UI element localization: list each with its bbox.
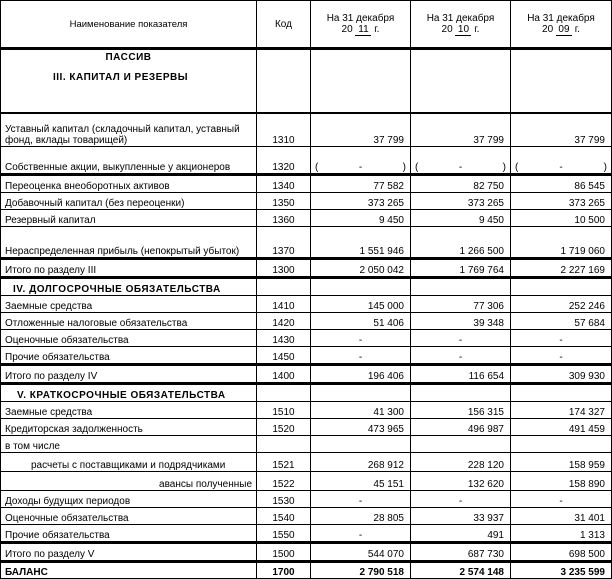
row-value: 77 582 <box>311 175 411 193</box>
row-name: в том числе <box>1 436 257 453</box>
period-century: 20 <box>542 23 554 35</box>
row-value <box>511 147 612 175</box>
row-code: 1400 <box>257 365 311 384</box>
row-value: 39 348 <box>411 313 511 330</box>
table-row <box>1 419 612 436</box>
total-v2: 2 574 148 <box>411 562 511 579</box>
header-period-2 <box>411 1 511 49</box>
row-value: 1 719 060 <box>511 227 612 259</box>
row-code: 1410 <box>257 296 311 313</box>
table-row <box>1 296 612 313</box>
row-code: 1540 <box>257 508 311 525</box>
row-value: 174 327 <box>511 402 612 419</box>
section-header-row <box>1 49 612 113</box>
row-code: 1430 <box>257 330 311 347</box>
section-header-row <box>1 384 612 402</box>
row-name: расчеты с поставщиками и подрядчиками <box>1 453 257 472</box>
row-value: 373 265 <box>411 193 511 210</box>
row-value: 687 730 <box>411 543 511 562</box>
row-value: 228 120 <box>411 453 511 472</box>
period-suffix: г. <box>574 23 580 35</box>
row-name: Заемные средства <box>1 296 257 313</box>
table-row <box>1 508 612 525</box>
row-value <box>311 436 411 453</box>
row-value: 86 545 <box>511 175 612 193</box>
row-value: 37 799 <box>511 114 612 147</box>
period-label: На 31 декабря <box>326 12 395 24</box>
table-row <box>1 543 612 562</box>
table-row <box>1 114 612 147</box>
row-value: 45 151 <box>311 472 411 491</box>
row-code <box>257 436 311 453</box>
row-value: - <box>511 330 612 347</box>
paren-close: ) <box>603 162 607 173</box>
row-value: 132 620 <box>411 472 511 491</box>
paren-close: ) <box>502 162 506 173</box>
paren-close: ) <box>402 162 406 173</box>
table-row <box>1 436 612 453</box>
row-value: - <box>411 330 511 347</box>
row-code: 1550 <box>257 525 311 543</box>
period-label: На 31 декабря <box>527 12 595 24</box>
section-passiv-title: ПАССИВ <box>105 52 152 63</box>
paren-inner: - <box>458 162 463 173</box>
table-row <box>1 347 612 365</box>
paren-value <box>315 162 406 173</box>
row-value: 491 459 <box>511 419 612 436</box>
row-value: - <box>411 347 511 365</box>
row-value: 1 313 <box>511 525 612 543</box>
row-value: 309 930 <box>511 365 612 384</box>
row-value: 496 987 <box>411 419 511 436</box>
row-value: 491 <box>411 525 511 543</box>
table-row <box>1 525 612 543</box>
row-name: Уставный капитал (складочный капитал, уставный фонд, вклады товарищей) <box>1 114 257 147</box>
paren-value <box>515 162 607 173</box>
row-name: Прочие обязательства <box>1 525 257 543</box>
row-value: - <box>311 330 411 347</box>
row-value <box>311 147 411 175</box>
row-name: Итого по разделу V <box>1 543 257 562</box>
period-year: 09 <box>556 24 572 36</box>
row-value: 1 266 500 <box>411 227 511 259</box>
row-value: 77 306 <box>411 296 511 313</box>
table-row <box>1 259 612 278</box>
row-value: 196 406 <box>311 365 411 384</box>
row-code: 1370 <box>257 227 311 259</box>
row-code: 1320 <box>257 147 311 175</box>
row-name: Собственные акции, выкупленные у акционеров <box>1 147 257 175</box>
row-value: 41 300 <box>311 402 411 419</box>
row-value: 698 500 <box>511 543 612 562</box>
row-value: - <box>311 491 411 508</box>
row-value: 373 265 <box>511 193 612 210</box>
row-value: 1 769 764 <box>411 259 511 278</box>
row-name: Итого по разделу III <box>1 259 257 278</box>
row-value <box>411 436 511 453</box>
row-value: 82 750 <box>411 175 511 193</box>
section-iii-body <box>1 114 612 278</box>
row-code: 1522 <box>257 472 311 491</box>
paren-value <box>415 162 506 173</box>
row-value: 33 937 <box>411 508 511 525</box>
row-name: Доходы будущих периодов <box>1 491 257 508</box>
header-name: Наименование показателя <box>1 1 257 49</box>
row-code: 1360 <box>257 210 311 227</box>
row-code: 1530 <box>257 491 311 508</box>
header-code: Код <box>257 1 311 49</box>
row-code: 1310 <box>257 114 311 147</box>
row-code: 1521 <box>257 453 311 472</box>
row-name: Кредиторская задолженность <box>1 419 257 436</box>
row-code: 1500 <box>257 543 311 562</box>
row-name: Прочие обязательства <box>1 347 257 365</box>
total-name: БАЛАНС <box>1 562 257 579</box>
row-code: 1450 <box>257 347 311 365</box>
row-value: 37 799 <box>411 114 511 147</box>
row-value: 156 315 <box>411 402 511 419</box>
row-value: - <box>511 491 612 508</box>
period-century: 20 <box>341 23 353 35</box>
row-name: Оценочные обязательства <box>1 330 257 347</box>
period-suffix: г. <box>374 23 380 35</box>
row-value: 2 050 042 <box>311 259 411 278</box>
row-value: 252 246 <box>511 296 612 313</box>
paren-open: ( <box>515 162 519 173</box>
row-code: 1420 <box>257 313 311 330</box>
row-value: 9 450 <box>411 210 511 227</box>
row-value <box>411 147 511 175</box>
row-value: - <box>511 347 612 365</box>
table-row <box>1 193 612 210</box>
row-code: 1300 <box>257 259 311 278</box>
row-value: 158 890 <box>511 472 612 491</box>
row-value: 2 227 169 <box>511 259 612 278</box>
table-row <box>1 313 612 330</box>
row-name: Нераспределенная прибыль (непокрытый убыток) <box>1 227 257 259</box>
section-header-row <box>1 278 612 296</box>
total-row <box>1 562 612 579</box>
row-name: Оценочные обязательства <box>1 508 257 525</box>
row-value: - <box>411 491 511 508</box>
table-row <box>1 453 612 472</box>
table-row <box>1 227 612 259</box>
row-value: 268 912 <box>311 453 411 472</box>
section-iv-body <box>1 296 612 384</box>
row-name: авансы полученные <box>1 472 257 491</box>
header-period-3 <box>511 1 612 49</box>
period-suffix: г. <box>474 23 480 35</box>
row-name: Отложенные налоговые обязательства <box>1 313 257 330</box>
period-year: 11 <box>355 24 371 36</box>
row-value: 37 799 <box>311 114 411 147</box>
row-value: 116 654 <box>411 365 511 384</box>
row-value: 473 965 <box>311 419 411 436</box>
paren-open: ( <box>315 162 319 173</box>
row-value: - <box>311 525 411 543</box>
row-value: 10 500 <box>511 210 612 227</box>
total-v3: 3 235 599 <box>511 562 612 579</box>
header-period-1 <box>311 1 411 49</box>
total-v1: 2 790 518 <box>311 562 411 579</box>
section-v-title: V. КРАТКОСРОЧНЫЕ ОБЯЗАТЕЛЬСТВА <box>17 390 226 401</box>
row-value: 145 000 <box>311 296 411 313</box>
row-code: 1350 <box>257 193 311 210</box>
row-value: 373 265 <box>311 193 411 210</box>
row-value: 51 406 <box>311 313 411 330</box>
row-code: 1340 <box>257 175 311 193</box>
table-row <box>1 210 612 227</box>
table-row <box>1 472 612 491</box>
period-year: 10 <box>455 24 471 36</box>
row-value: 158 959 <box>511 453 612 472</box>
row-value: 28 805 <box>311 508 411 525</box>
header-row <box>1 1 612 49</box>
row-name: Переоценка внеоборотных активов <box>1 175 257 193</box>
section-v-body <box>1 402 612 562</box>
total-code: 1700 <box>257 562 311 579</box>
row-value: 1 551 946 <box>311 227 411 259</box>
table-row <box>1 175 612 193</box>
row-name: Итого по разделу IV <box>1 365 257 384</box>
row-value: - <box>311 347 411 365</box>
paren-open: ( <box>415 162 419 173</box>
paren-inner: - <box>358 162 363 173</box>
paren-inner: - <box>559 162 563 173</box>
period-label: На 31 декабря <box>426 12 495 24</box>
row-code: 1510 <box>257 402 311 419</box>
row-value <box>511 436 612 453</box>
table-row <box>1 402 612 419</box>
section-iv-title: IV. ДОЛГОСРОЧНЫЕ ОБЯЗАТЕЛЬСТВА <box>13 284 221 295</box>
row-value: 31 401 <box>511 508 612 525</box>
row-name: Добавочный капитал (без переоценки) <box>1 193 257 210</box>
table-row <box>1 365 612 384</box>
table-row <box>1 147 612 175</box>
section-iii-title: III. КАПИТАЛ И РЕЗЕРВЫ <box>53 72 188 83</box>
row-code: 1520 <box>257 419 311 436</box>
row-name: Резервный капитал <box>1 210 257 227</box>
row-name: Заемные средства <box>1 402 257 419</box>
period-century: 20 <box>441 23 453 35</box>
table-row <box>1 330 612 347</box>
row-value: 9 450 <box>311 210 411 227</box>
row-value: 544 070 <box>311 543 411 562</box>
table-row <box>1 491 612 508</box>
row-value: 57 684 <box>511 313 612 330</box>
